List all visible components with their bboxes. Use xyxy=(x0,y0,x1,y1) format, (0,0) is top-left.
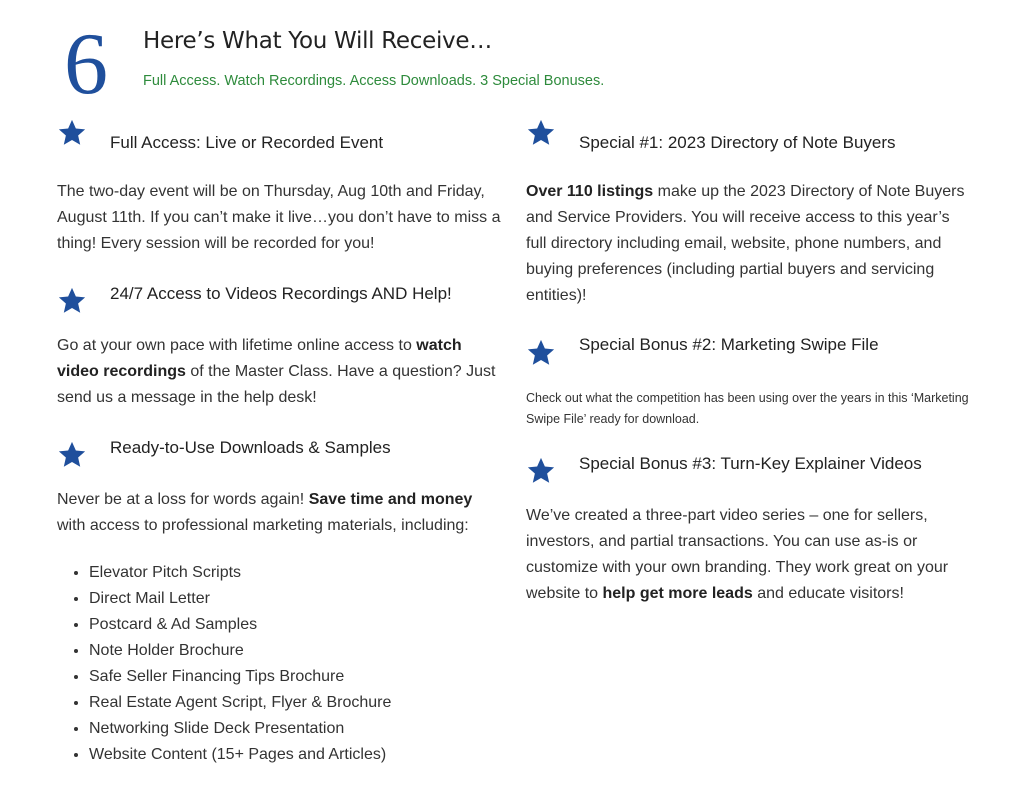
list-item: • Postcard & Ad Samples xyxy=(89,612,502,638)
special2-text: Check out what the competition has been using over the years in this ‘Marketing Swipe File’ ready for download. xyxy=(526,391,969,426)
special1-block xyxy=(526,118,971,309)
list-item: • Direct Mail Letter xyxy=(89,586,502,612)
watch-video-recordings-emphasis: watch video recordings xyxy=(57,337,462,380)
list-item: • Note Holder Brochure xyxy=(89,638,502,664)
star-icon xyxy=(57,286,87,316)
right-column xyxy=(526,118,971,607)
list-item: • Website Content (15+ Pages and Articles) xyxy=(89,742,502,768)
list-item: • Networking Slide Deck Presentation xyxy=(89,716,502,742)
star-icon xyxy=(57,118,87,148)
access-247-title: 24/7 Access to Videos Recordings AND Help! xyxy=(110,284,452,303)
page-subtitle: Full Access. Watch Recordings. Access Downloads. 3 Special Bonuses. xyxy=(143,73,605,89)
star-icon xyxy=(526,338,556,368)
downloads-title: Ready-to-Use Downloads & Samples xyxy=(110,438,391,457)
more-leads-emphasis: help get more leads xyxy=(602,585,753,602)
downloads-block xyxy=(57,426,502,768)
list-item: • Real Estate Agent Script, Flyer & Brochure xyxy=(89,690,502,716)
full-access-title: Full Access: Live or Recorded Event xyxy=(110,133,384,152)
list-item: • Safe Seller Financing Tips Brochure xyxy=(89,664,502,690)
full-access-text: The two-day event will be on Thursday, Aug 10th and Friday, August 11th. If you can’t make it live…you don’t have to miss a thing! Every session will be recorded for you! xyxy=(57,183,501,252)
special2-block xyxy=(526,324,971,430)
special2-title: Special Bonus #2: Marketing Swipe File xyxy=(579,335,879,354)
access-247-block xyxy=(57,272,502,411)
special1-title: Special #1: 2023 Directory of Note Buyers xyxy=(579,133,896,152)
special3-title: Special Bonus #3: Turn-Key Explainer Videos xyxy=(579,454,922,473)
star-icon xyxy=(526,456,556,486)
star-icon xyxy=(526,118,556,148)
downloads-text: Never be at a loss for words again! Save time and money with access to professional marketing materials, including: xyxy=(57,491,473,534)
section-number: 6 xyxy=(64,16,108,113)
save-time-emphasis: Save time and money xyxy=(308,491,473,508)
left-column xyxy=(57,118,502,768)
list-item: • Elevator Pitch Scripts xyxy=(89,560,502,586)
special3-text: We’ve created a three-part video series – one for sellers, investors, and partial transactions. You can use as-is or customize with your own branding. They work great on your website to help get more leads and educate visitors! xyxy=(526,507,949,602)
full-access-block xyxy=(57,118,502,257)
star-icon xyxy=(57,440,87,470)
downloads-list xyxy=(57,560,502,768)
special3-block xyxy=(526,442,971,607)
special1-text: Over 110 listings make up the 2023 Directory of Note Buyers and Service Providers. You will receive access to this year’s full directory including email, website, phone numbers, and buying preferences (including partial buyers and servicing entities)! xyxy=(526,183,965,304)
access-247-text: Go at your own pace with lifetime online access to watch video recordings of the Master Class. Have a question? Just send us a message in the help desk! xyxy=(57,337,496,406)
listings-emphasis: Over 110 listings xyxy=(526,183,654,200)
page-title: Here’s What You Will Receive… xyxy=(143,28,492,54)
